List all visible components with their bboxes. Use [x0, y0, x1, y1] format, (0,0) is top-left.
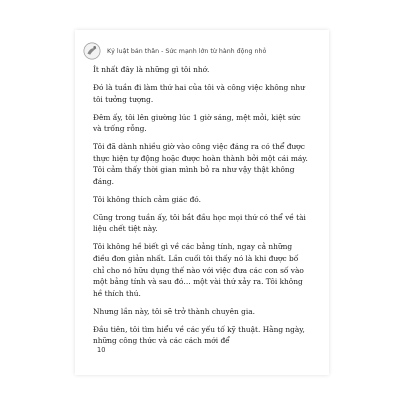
paragraph: Tôi đã dành nhiều giờ vào công việc đáng ra có thể được thực hiện tự động hoặc được hoàn thành bởi một cái máy. Tôi cảm thấy thời gian mình bỏ ra như vậy thật không đáng.: [93, 142, 308, 186]
body-text: [93, 64, 309, 353]
paragraph: Tôi không thích cảm giác đó.: [93, 194, 201, 204]
paragraph: Ít nhất đây là những gì tôi nhớ.: [93, 65, 210, 74]
paragraph: Cũng trong tuần ấy, tôi bắt đầu học mọi thứ có thể về tài liệu chết tiệt này.: [93, 212, 306, 234]
running-header: [83, 41, 323, 61]
header-title: Kỷ luật bản thân - Sức mạnh lớn từ hành động nhỏ: [107, 47, 267, 55]
paragraph: Đêm ấy, tôi lên giường lúc 1 giờ sáng, mệt mỏi, kiệt sức và trống rỗng.: [93, 112, 301, 134]
paragraph: Nhưng lần này, tôi sẽ trở thành chuyên gia.: [93, 306, 256, 316]
page-number: 10: [97, 346, 106, 354]
paragraph: Đó là tuần đi làm thứ hai của tôi và công việc không như tôi tưởng tượng.: [93, 82, 305, 104]
paragraph: Tôi không hề biết gì về các bảng tính, ngay cả những điều đơn giản nhất. Lần cuối tôi thấy nó là khi được bố chỉ cho nó hữu dụng thế nào với việc đưa các con số vào một bảng tính và sau đó… một vài thứ xảy ra. Tôi không hề thích thú.: [93, 242, 304, 298]
book-page: [75, 30, 329, 375]
paragraph: Đầu tiên, tôi tìm hiểu về các yếu tố kỹ thuật. Hằng ngày, những công thức và các cách mới để: [93, 324, 305, 346]
publisher-logo-icon: [83, 42, 101, 60]
